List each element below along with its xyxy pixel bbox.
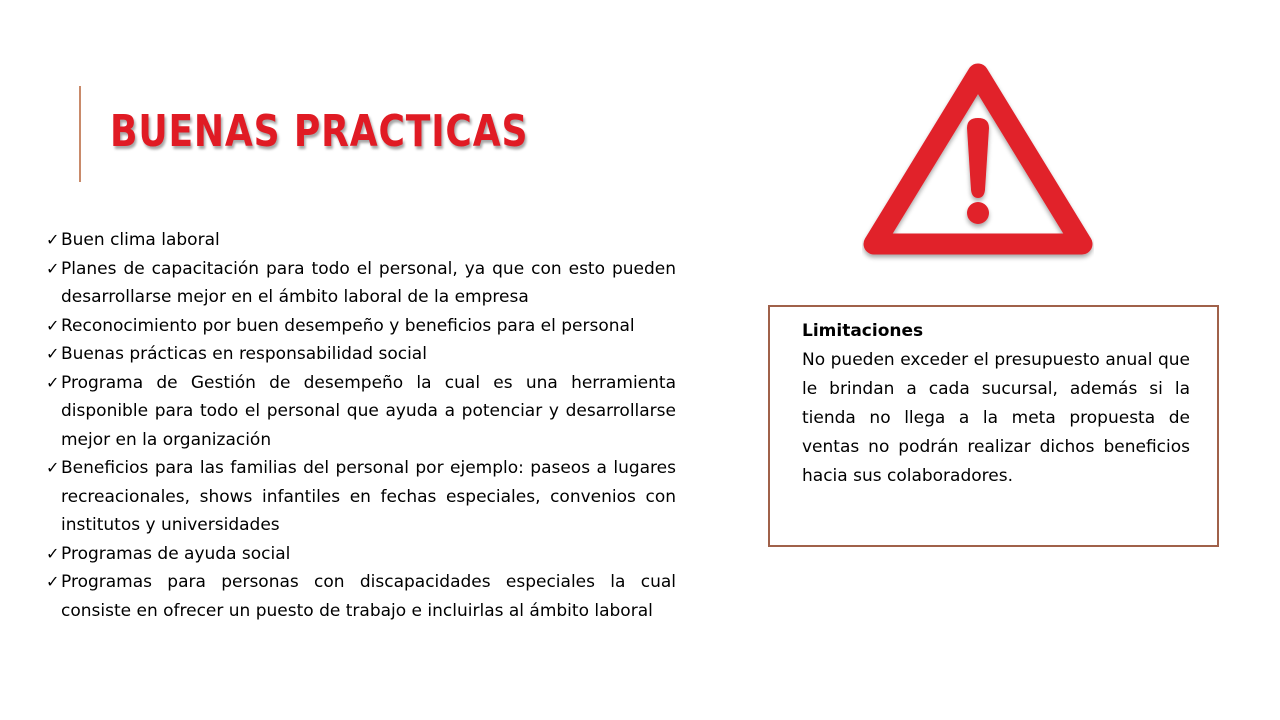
exclamation-bar — [967, 118, 989, 198]
checkmark-icon: ✓ — [46, 458, 60, 477]
warning-triangle-icon — [862, 58, 1094, 264]
exclamation-dot — [967, 202, 989, 224]
list-item — [46, 340, 676, 369]
checkmark-icon: ✓ — [46, 230, 60, 249]
list-item-text: Buenas prácticas en responsabilidad social — [61, 344, 427, 364]
list-item — [46, 454, 676, 540]
checkmark-icon: ✓ — [46, 258, 60, 278]
list-item — [46, 255, 676, 312]
list-item-text: Reconocimiento por buen desempeño y beneficios para el personal — [61, 315, 635, 336]
list-item — [46, 540, 676, 569]
list-item-text: Programa de Gestión de desempeño la cual es una herramienta disponible para todo el personal que ayuda a potenciar y desarrollarse mejor en la organización — [61, 372, 676, 450]
checkmark-icon: ✓ — [46, 572, 60, 591]
list-item-text: Beneficios para las familias del personal por ejemplo: paseos a lugares recreacionales, shows infantiles en fechas especiales, convenios con institutos y universidades — [61, 458, 676, 535]
slide-title: BUENAS PRACTICAS — [110, 106, 529, 157]
checkmark-icon: ✓ — [46, 372, 60, 392]
limitations-box — [768, 305, 1219, 547]
list-item-text: Planes de capacitación para todo el personal, ya que con esto pueden desarrollarse mejor en el ámbito laboral de la empresa — [61, 258, 676, 307]
practices-list — [46, 226, 676, 625]
list-item — [46, 369, 676, 455]
checkmark-icon: ✓ — [46, 315, 60, 335]
list-item-text: Programas para personas con discapacidades especiales la cual consiste en ofrecer un puesto de trabajo e incluirlas al ámbito laboral — [61, 572, 676, 621]
list-item — [46, 312, 676, 341]
list-item — [46, 568, 676, 625]
list-item-text: Programas de ayuda social — [61, 543, 291, 564]
limitations-content — [802, 317, 1190, 491]
limitations-title: Limitaciones — [802, 321, 924, 341]
checkmark-icon: ✓ — [46, 344, 60, 363]
list-item — [46, 226, 676, 255]
limitations-body: No pueden exceder el presupuesto anual que le brindan a cada sucursal, además si la tienda no llega a la meta propuesta de ventas no podrán realizar dichos beneficios hacia sus colaboradores. — [802, 350, 1190, 486]
title-accent-rule — [79, 86, 81, 182]
checkmark-icon: ✓ — [46, 543, 60, 563]
list-item-text: Buen clima laboral — [61, 230, 220, 250]
